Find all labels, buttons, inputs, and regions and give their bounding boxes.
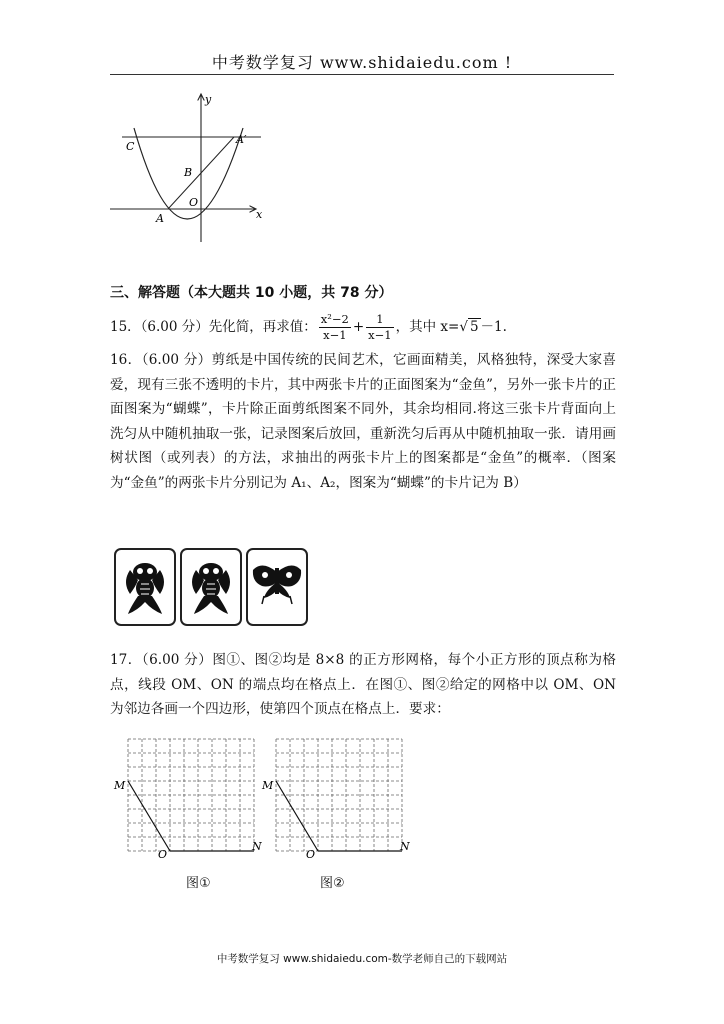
q15-fraction-2 [366, 312, 393, 343]
grid1-label-m: M [114, 779, 126, 792]
q15-fraction-1 [319, 312, 351, 343]
grid1-label-o: O [158, 848, 168, 861]
question-15 [110, 312, 507, 343]
segment-om-1 [128, 781, 170, 851]
butterfly-papercut-icon [248, 550, 306, 624]
page-footer: 中考数学复习 www.shidaiedu.com-数学老师自己的下载网站 [216, 953, 508, 965]
header-divider [110, 74, 614, 75]
goldfish-papercut-icon [116, 550, 174, 624]
q15-sqrt-arg: 5 [469, 319, 479, 335]
q15-frac2-denominator: x−1 [368, 328, 392, 342]
grid2-label-m: M [262, 779, 274, 792]
grid2-label-n: N [400, 840, 410, 853]
grid-figure-2 [261, 739, 410, 861]
segment-om-2 [276, 781, 318, 851]
q15-prefix: 15．（6.00 分）先化简，再求值： [110, 319, 317, 335]
card-goldfish-a1 [114, 548, 176, 626]
grid-figure-1 [113, 739, 262, 861]
parabola-graph [106, 88, 266, 253]
q15-frac1-denominator: x−1 [323, 328, 347, 342]
page-header: 中考数学复习 www.shidaiedu.com ! [211, 53, 513, 72]
caption-figure-1: 图① [186, 876, 211, 891]
grid-1-lines [128, 739, 254, 851]
grid-2-lines [276, 739, 402, 851]
section-title: 三、解答题（本大题共 10 小题，共 78 分） [110, 285, 393, 301]
caption-figure-2: 图② [320, 876, 345, 891]
grid2-label-o: O [306, 848, 316, 861]
q15-frac1-numerator: x²−2 [320, 312, 349, 326]
grid1-label-n: N [252, 840, 262, 853]
q15-plus: + [352, 319, 365, 335]
label-a: A [156, 212, 164, 225]
label-o: O [189, 196, 199, 209]
q15-mid: ，其中 x= [395, 319, 460, 335]
card-butterfly-b [246, 548, 308, 626]
sqrt-sign: √ [459, 319, 468, 335]
label-b: B [184, 166, 193, 179]
q15-suffix: －1. [480, 319, 507, 335]
question-16: 16．（6.00 分）剪纸是中国传统的民间艺术，它画面精美，风格独特，深受大家喜爱，现有三张不透明的卡片，其中两张卡片的正面图案为“金鱼”，另外一张卡片的正面图案为“蝴蝶”，卡片除正面剪纸图案不同外，其余均相同.将这三张卡片背面向上洗匀从中随机抽取一张，记录图案后放回，重新洗匀后再从中随机抽取一张．请用画树状图（或列表）的方法，求抽出的两张卡片上的图案都是“金鱼”的概率．（图案为“金鱼”的两张卡片分别记为 A₁、A₂，图案为“蝴蝶”的卡片记为 B） [110, 352, 616, 491]
label-c: C [126, 140, 135, 153]
goldfish-papercut-icon [182, 550, 240, 624]
label-y: y [205, 93, 212, 106]
label-x: x [256, 208, 263, 221]
card-goldfish-a2 [180, 548, 242, 626]
question-17: 17．（6.00 分）图①、图②均是 8×8 的正方形网格，每个小正方形的顶点称为格点，线段 OM、ON 的端点均在格点上．在图①、图②给定的网格中以 OM、ON 为邻边各画一个四边形，使第四个顶点在格点上．要求： [110, 652, 616, 718]
q15-frac2-numerator: 1 [366, 312, 393, 328]
grid-figures [112, 734, 422, 894]
label-a-prime: A′ [236, 133, 247, 146]
